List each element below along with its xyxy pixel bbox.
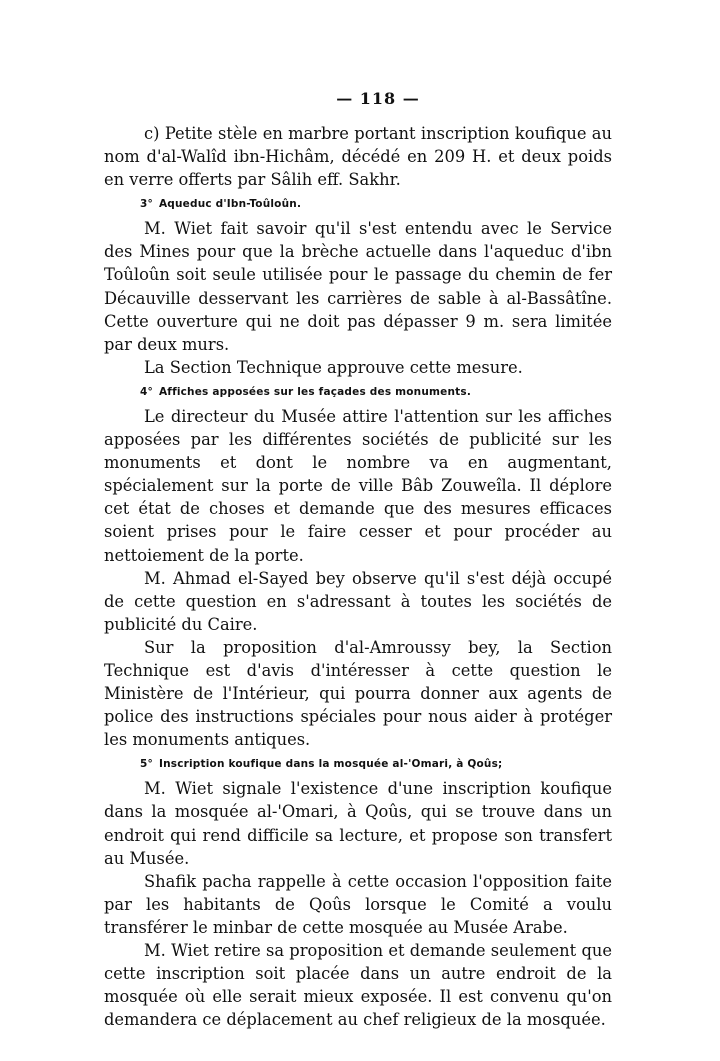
paragraph: Shafik pacha rappelle à cette occasion l'opposition faite par les habitants de Qoûs lorsque le Comité a voulu transférer le minbar de cette mosquée au Musée Arabe. [104, 871, 612, 937]
document-page [104, 88, 612, 1031]
section-title: Affiches apposées sur les façades des monuments. [158, 385, 472, 398]
paragraph: M. Wiet fait savoir qu'il s'est entendu avec le Service des Mines pour que la brèche actuelle dans l'aqueduc d'ibn Toûloûn soit seule utilisée pour le passage du chemin de fer Décauville desservant les carrières de sable à al-Bassâtîne. Cette ouverture qui ne doit pas dépasser 9 m. sera limitée par deux murs. [104, 219, 612, 354]
page-number: — 118 — [336, 89, 420, 108]
paragraph: M. Ahmad el-Sayed bey observe qu'il s'est déjà occupé de cette question en s'adressant à toutes les sociétés de publicité du Caire. [104, 568, 612, 634]
paragraph: Sur la proposition d'al-Amroussy bey, la Section Technique est d'avis d'intéresser à cette question le Ministère de l'Intérieur, qui pourra donner aux agents de police des instructions spéciales pour nous aider à protéger les monuments antiques. [104, 637, 612, 750]
section-number: 3° [140, 198, 153, 211]
section-number: 5° [140, 758, 153, 771]
paragraph: La Section Technique approuve cette mesure. [144, 357, 523, 377]
section-heading-3 [140, 194, 612, 214]
section-number: 4° [140, 385, 153, 398]
paragraph-item-c: c) Petite stèle en marbre portant inscription koufique au nom d'al-Walîd ibn-Hichâm, décédé en 209 H. et deux poids en verre offerts par Sâlih eff. Sakhr. [104, 124, 612, 190]
section-heading-4 [140, 382, 612, 402]
section-heading-5 [140, 754, 612, 774]
paragraph: Le directeur du Musée attire l'attention sur les affiches apposées par les différentes sociétés de publicité sur les monuments et dont le nombre va en augmentant, spécialement sur la porte de ville Bâb Zouweîla. Il déplore cet état de choses et demande que des mesures efficaces soient prises pour le faire cesser et pour procéder au nettoiement de la porte. [104, 406, 612, 565]
section-title: Inscription koufique dans la mosquée al-'Omari, à Qoûs; [158, 758, 503, 771]
section-title: Aqueduc d'Ibn-Toûloûn. [158, 198, 302, 211]
paragraph: M. Wiet retire sa proposition et demande seulement que cette inscription soit placée dans un autre endroit de la mosquée où elle serait mieux exposée. Il est convenu qu'on demandera ce déplacement au chef religieux de la mosquée. [104, 941, 612, 1030]
paragraph: M. Wiet signale l'existence d'une inscription koufique dans la mosquée al-'Omari, à Qoûs, qui se trouve dans un endroit qui rend difficile sa lecture, et propose son transfert au Musée. [104, 779, 612, 868]
